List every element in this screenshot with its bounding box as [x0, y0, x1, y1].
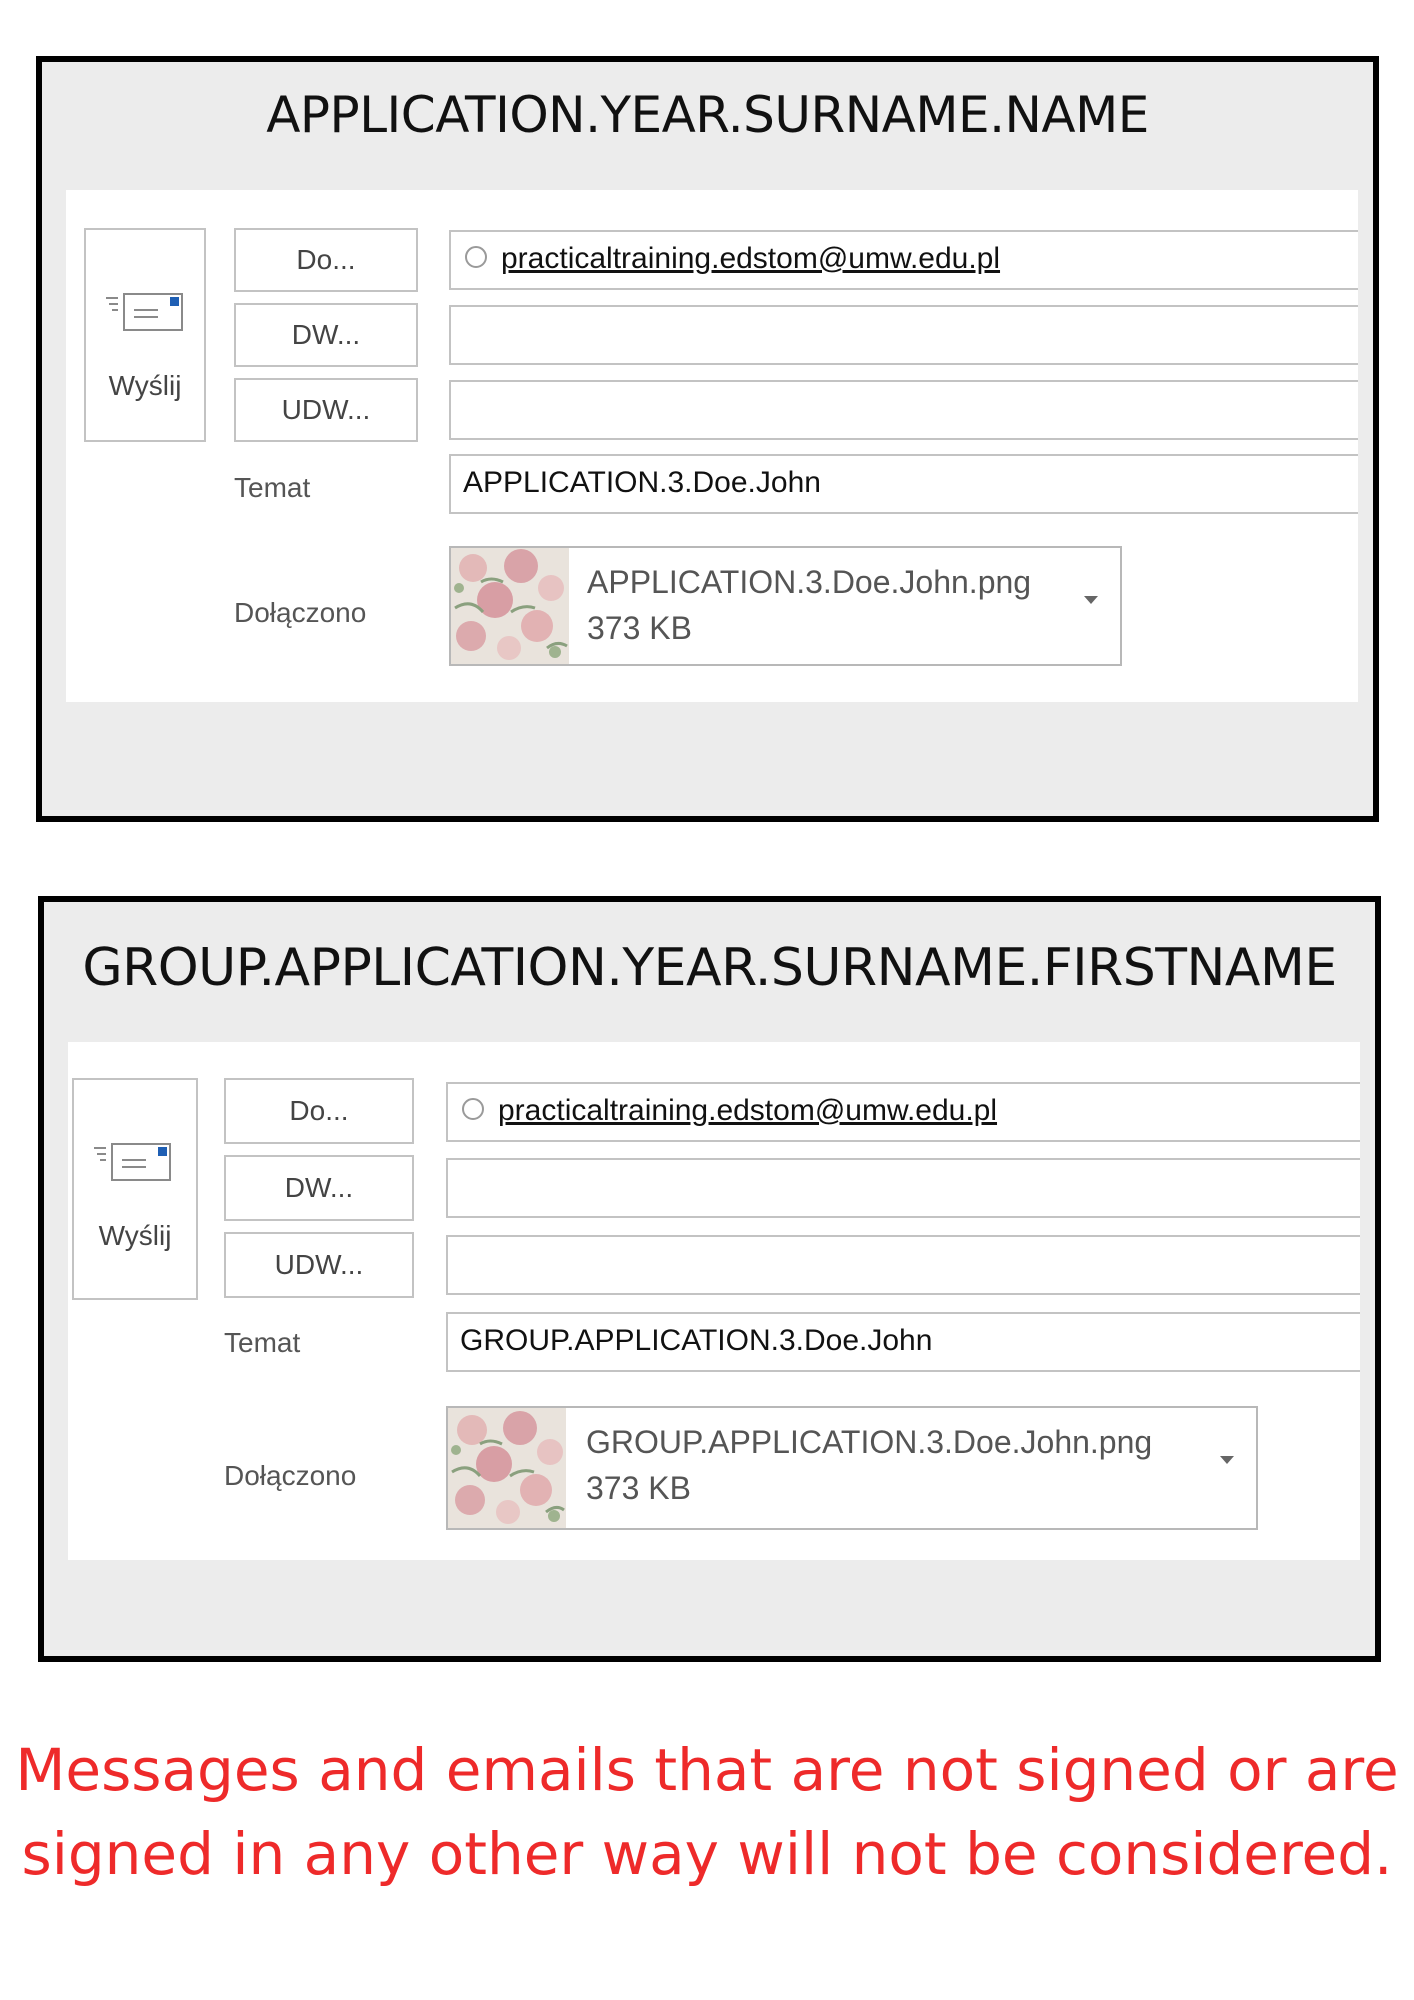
send-button[interactable] — [84, 228, 206, 442]
bcc-button[interactable]: UDW... — [224, 1232, 414, 1298]
cc-field[interactable] — [449, 305, 1358, 365]
warning-note — [0, 1728, 1414, 1896]
warning-note-line-2: signed in any other way will not be considered. — [21, 1820, 1393, 1888]
attachment-name: GROUP.APPLICATION.3.Doe.John.png — [586, 1424, 1153, 1460]
to-button[interactable]: Do... — [224, 1078, 414, 1144]
example-panel-2 — [38, 896, 1381, 1662]
panel-title: GROUP.APPLICATION.YEAR.SURNAME.FIRSTNAME — [82, 938, 1337, 998]
cc-button[interactable]: DW... — [234, 303, 418, 367]
attached-label: Dołączono — [224, 1460, 357, 1491]
panel-title: APPLICATION.YEAR.SURNAME.NAME — [266, 86, 1149, 144]
to-field[interactable] — [446, 1082, 1360, 1142]
subject-value: GROUP.APPLICATION.3.Doe.John — [460, 1324, 933, 1357]
send-button[interactable] — [72, 1078, 198, 1300]
subject-field[interactable] — [449, 454, 1358, 514]
subject-field[interactable] — [446, 1312, 1360, 1372]
chevron-down-icon[interactable] — [1220, 1456, 1234, 1464]
recipient-address[interactable]: practicaltraining.edstom@umw.edu.pl — [501, 242, 1001, 275]
attachment-item[interactable] — [449, 546, 1122, 666]
attachment-item[interactable] — [446, 1406, 1258, 1530]
recipient-address[interactable]: practicaltraining.edstom@umw.edu.pl — [498, 1094, 998, 1127]
floral-image-thumbnail — [448, 1408, 566, 1528]
email-compose-header — [66, 190, 1358, 702]
attachment-size: 373 KB — [587, 610, 692, 646]
send-label: Wyślij — [98, 1220, 172, 1251]
warning-note-line-1: Messages and emails that are not signed or are — [15, 1736, 1399, 1804]
to-field[interactable] — [449, 230, 1358, 290]
subject-label: Temat — [234, 472, 311, 503]
send-label: Wyślij — [108, 370, 182, 401]
floral-image-thumbnail — [451, 548, 569, 664]
recipient-circle-icon — [465, 246, 487, 268]
recipient-circle-icon — [462, 1098, 484, 1120]
to-button[interactable]: Do... — [234, 228, 418, 292]
bcc-field[interactable] — [449, 380, 1358, 440]
cc-button[interactable]: DW... — [224, 1155, 414, 1221]
bcc-field[interactable] — [446, 1235, 1360, 1295]
attached-label: Dołączono — [234, 597, 367, 628]
chevron-down-icon[interactable] — [1084, 596, 1098, 604]
email-compose-header — [68, 1042, 1360, 1560]
bcc-button[interactable]: UDW... — [234, 378, 418, 442]
send-envelope-icon — [92, 1140, 176, 1184]
send-envelope-icon — [104, 290, 188, 334]
attachment-name: APPLICATION.3.Doe.John.png — [587, 564, 1032, 600]
subject-label: Temat — [224, 1327, 301, 1358]
subject-value: APPLICATION.3.Doe.John — [463, 466, 821, 499]
cc-field[interactable] — [446, 1158, 1360, 1218]
example-panel-1 — [36, 56, 1379, 822]
attachment-size: 373 KB — [586, 1470, 691, 1506]
